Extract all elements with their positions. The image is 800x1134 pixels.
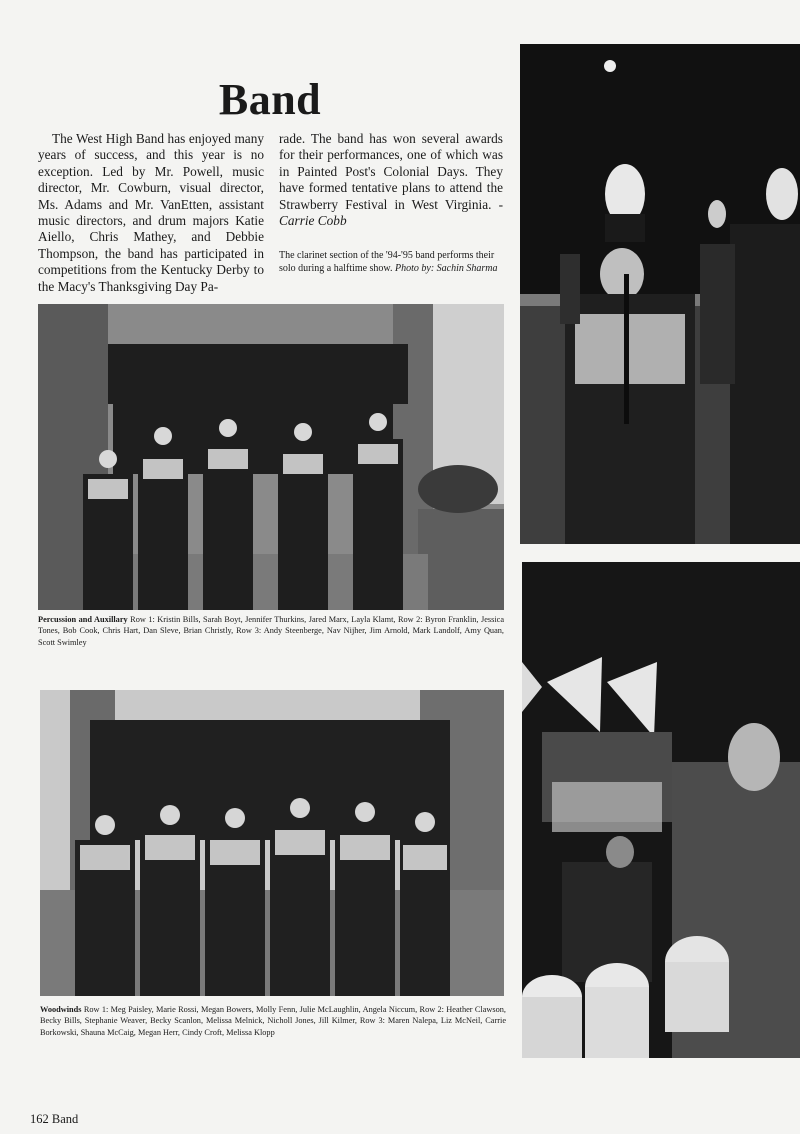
drumline-photo [522,562,800,1058]
page-title: Band [218,75,322,124]
percussion-caption [38,614,504,648]
photo-credit: Photo by: Sachin Sharma [395,262,498,274]
percussion-caption-names: Row 1: Kristin Bills, Sarah Boyt, Jennifer Thurkins, Jared Marx, Layla Klamt, Row 2: Byron Franklin, Jessica Tones, Bob Cook, Chris Hart, Dan Sleve, Brian Christly, Row 3: Andy Steenberge, Nav Nijher, Jim Arnold, Mark Landolf, Amy Quan, Scott Swimley [38,615,505,647]
woodwinds-caption-names: Row 1: Meg Paisley, Marie Rossi, Megan Bowers, Molly Fenn, Julie McLaughlin, Angela Niccum, Row 2: Heather Clawson, Becky Bills, Stephanie Weaver, Becky Scanlon, Melissa Melnick, Nicholl Jones, Jill Kilmer, Row 3: Maren Nalepa, Liz McNeil, Carrie Borkowski, Shauna McCaig, Megan Herr, Cindy Croft, Melissa Klopp [40,1005,506,1037]
woodwinds-caption [40,1004,506,1038]
woodwinds-group-photo [40,690,504,996]
article-column-2-text: rade. The band has won several awards for their performances, one of which was in Painted Post's Colonial Days. They have formed tentative plans to attend the Strawberry Festival in West Virginia. [279,131,503,212]
article-column-2 [279,131,503,229]
clarinet-caption-text: The clarinet section of the '94-'95 band performs their solo during a halftime show. [279,250,495,274]
percussion-caption-heading: Percussion and Auxillary [38,615,128,624]
percussion-group-photo [38,304,504,610]
clarinet-photo-caption [279,250,509,275]
page-folio: 162 Band [30,1112,79,1126]
article-column-1: The West High Band has enjoyed many years of success, and this year is no exception. Led by Mr. Powell, music director, Mr. Cowburn, visual director, Ms. Adams and Mr. VanEtten, assistant music directors, and drum majors Katie Aiello, Chris Mathey, and Debbie Thompson, the band has participated in competitions from the Kentucky Derby to the Macy's Thanksgiving Day Pa- [38,131,264,294]
article-signature: -Carrie Cobb [279,196,503,229]
woodwinds-caption-heading: Woodwinds [40,1005,82,1014]
clarinet-halftime-photo [520,44,800,544]
